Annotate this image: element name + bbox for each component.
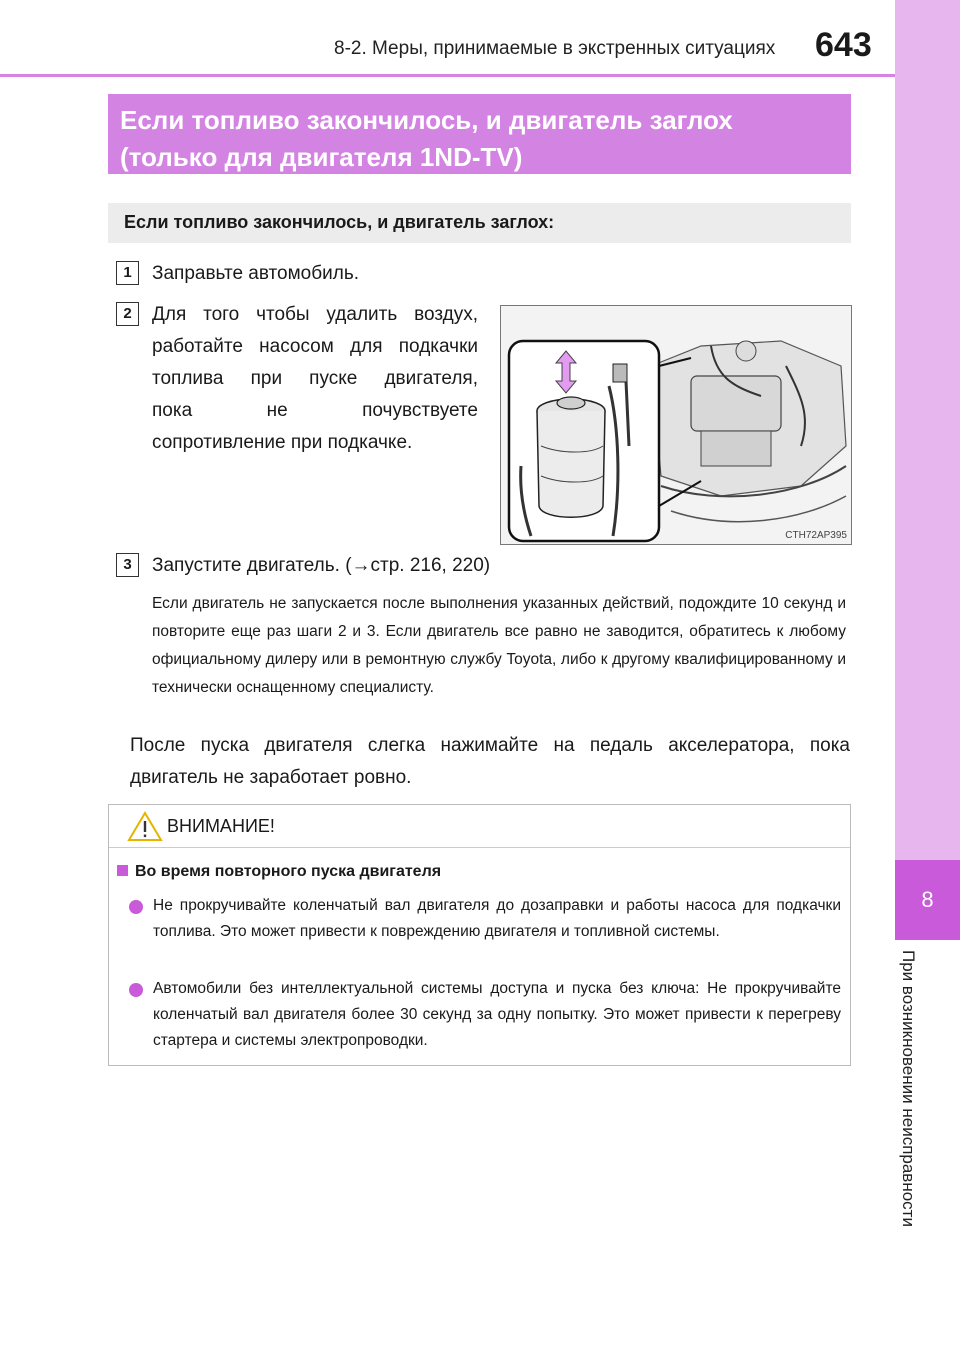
page-number: 643 — [815, 26, 872, 64]
section-header: 8-2. Меры, принимаемые в экстренных ситуациях — [334, 38, 776, 59]
chapter-tab[interactable]: 8 — [895, 860, 960, 940]
warning-bullet-text: Автомобили без интеллектуальной системы доступа и пуска без ключа: Не прокручивайте коленчатый вал двигателя более 30 секунд за одну попытку. Это может привести к перегреву стартера и системы электропроводки. — [153, 980, 841, 1049]
title-line-1: Если топливо закончилось, и двигатель заглох — [120, 105, 733, 135]
sidebar-band — [895, 0, 960, 860]
engine-fuel-pump-illustration — [501, 306, 851, 544]
step-number-3: 3 — [116, 553, 139, 577]
warning-triangle-icon — [127, 810, 163, 842]
step-2-text — [152, 299, 478, 459]
engine-figure — [500, 305, 852, 545]
step-number-1: 1 — [116, 261, 139, 285]
chapter-label-strip — [895, 940, 960, 1350]
title-line-2: (только для двигателя 1ND-TV) — [120, 142, 523, 172]
warning-section-title — [117, 863, 441, 881]
step-2-line: Для того чтобы удалить воздух, — [152, 304, 478, 325]
after-start-paragraph: После пуска двигателя слегка нажимайте на педаль акселератора, пока двигатель не заработает ровно. — [130, 735, 850, 788]
circle-bullet-icon — [129, 900, 143, 914]
chapter-title: При возникновении неисправности — [898, 950, 918, 1227]
square-bullet-icon — [117, 865, 128, 876]
figure-code: CTH72AP395 — [785, 530, 847, 541]
circle-bullet-icon — [129, 983, 143, 997]
warning-title: ВНИМАНИЕ! — [167, 816, 275, 836]
step-2-line: пока не почувствуете — [152, 400, 478, 421]
step-3-text: Запустите двигатель. (→стр. 216, 220) — [152, 555, 491, 576]
step-1-text: Заправьте автомобиль. — [152, 263, 359, 284]
warning-section-label: Во время повторного пуска двигателя — [135, 863, 442, 880]
subsection-title: Если топливо закончилось, и двигатель заглох: — [108, 203, 851, 243]
step-3-note: Если двигатель не запускается после выполнения указанных действий, подождите 10 секунд и повторите еще раз шаги 2 и 3. Если двигатель все равно не заводится, обратитесь к любому официальному дилеру или в ремонтную службу Toyota, либо к другому квалифицированному и технически оснащенному специалисту. — [152, 595, 846, 696]
header-divider — [0, 74, 895, 77]
step-2-line: работайте насосом для подкачки — [152, 336, 478, 357]
step-2-line: топлива при пуске двигателя, — [152, 368, 478, 389]
warning-header — [109, 805, 850, 848]
page-title — [108, 94, 851, 174]
step-2-line: сопротивление при подкачке. — [152, 432, 413, 453]
step-number-2: 2 — [116, 302, 139, 326]
warning-bullet-text: Не прокручивайте коленчатый вал двигателя до дозаправки и работы насоса для подкачки топлива. Это может привести к повреждению двигателя и топливной системы. — [153, 897, 841, 940]
warning-box — [108, 804, 851, 1066]
